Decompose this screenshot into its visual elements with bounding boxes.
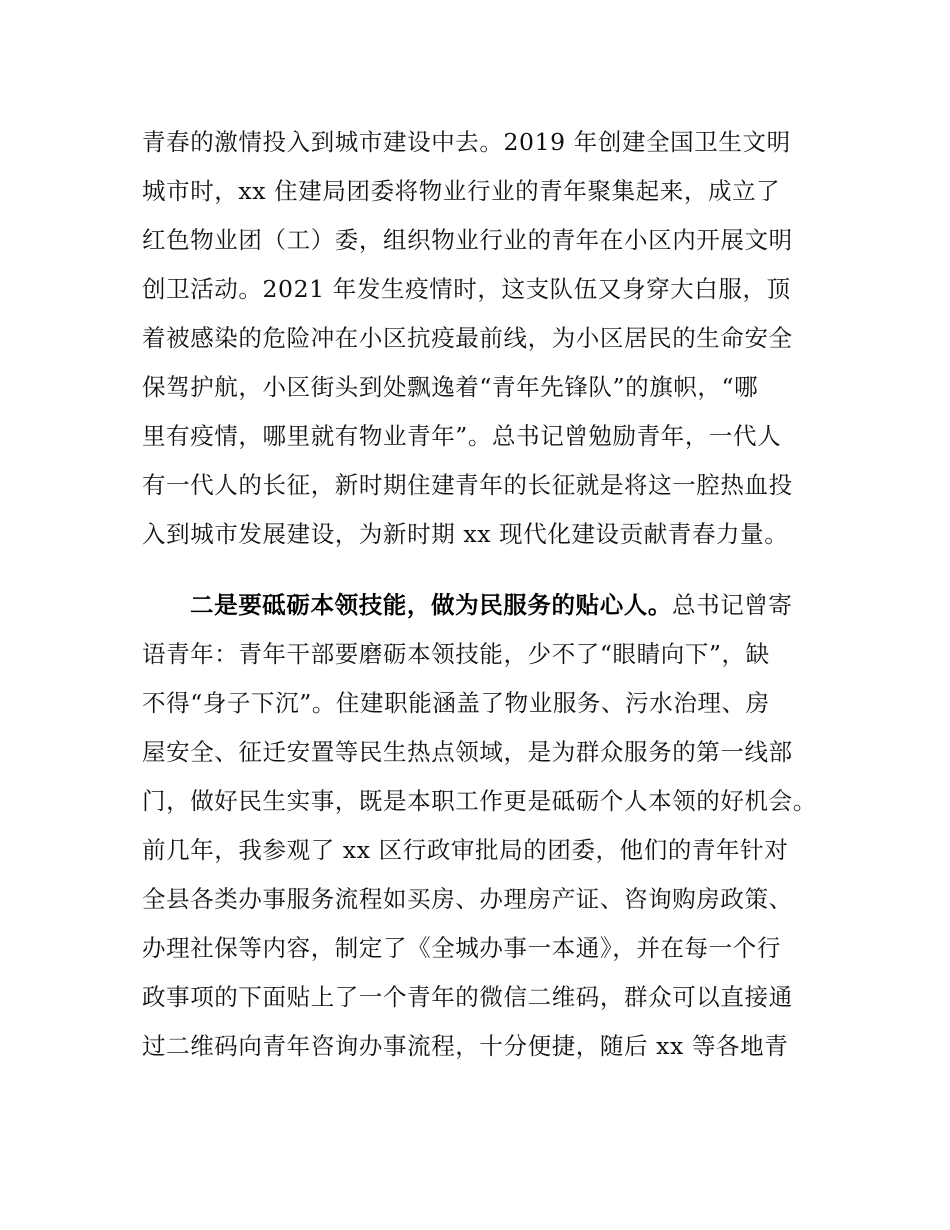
paragraph-1-line-9: 入到城市发展建设，为新时期 xx 现代化建设贡献青春力量。 bbox=[142, 520, 789, 548]
paragraph-1-line-7: 里有疫情，哪里就有物业青年”。总书记曾勉励青年，一代人 bbox=[142, 422, 782, 450]
paragraph-2-line-7: 全县各类办事服务流程如买房、办理房产证、咨询购房政策、 bbox=[142, 885, 793, 913]
paragraph-2-line-1-rest: 总书记曾寄 bbox=[672, 591, 793, 619]
paragraph-1-line-8: 有一代人的长征，新时期住建青年的长征就是将这一腔热血投 bbox=[142, 471, 793, 499]
paragraph-2-heading: 二是要砥砺本领技能，做为民服务的贴心人。 bbox=[190, 591, 672, 619]
paragraph-2-line-8: 办理社保等内容，制定了《全城办事一本通》，并在每一个行 bbox=[142, 934, 781, 962]
paragraph-2-line-9: 政事项的下面贴上了一个青年的微信二维码，群众可以直接通 bbox=[142, 983, 793, 1011]
paragraph-2-line-6: 前几年，我参观了 xx 区行政审批局的团委，他们的青年针对 bbox=[142, 836, 789, 864]
paragraph-2-line-10: 过二维码向青年咨询办事流程，十分便捷，随后 xx 等各地青 bbox=[142, 1032, 789, 1060]
paragraph-1-line-6: 保驾护航，小区街头到处飘逸着“青年先锋队”的旗帜，“哪 bbox=[142, 373, 759, 401]
paragraph-2-line-4: 屋安全、征迁安置等民生热点领域，是为群众服务的第一线部 bbox=[142, 738, 793, 766]
paragraph-1-line-2: 城市时，xx 住建局团委将物业行业的青年聚集起来，成立了 bbox=[142, 177, 781, 205]
paragraph-1-line-5: 着被感染的危险冲在小区抗疫最前线，为小区居民的生命安全 bbox=[142, 324, 793, 352]
paragraph-1-line-3: 红色物业团（工）委，组织物业行业的青年在小区内开展文明 bbox=[142, 226, 793, 254]
paragraph-1-line-1: 青春的激情投入到城市建设中去。2019 年创建全国卫生文明 bbox=[142, 128, 791, 156]
paragraph-2-line-2: 语青年：青年干部要磨砺本领技能，少不了“眼睛向下”，缺 bbox=[142, 640, 770, 668]
paragraph-2-line-3: 不得“身子下沉”。住建职能涵盖了物业服务、污水治理、房 bbox=[142, 689, 770, 717]
paragraph-2-line-1 bbox=[190, 590, 793, 620]
paragraph-2-line-5: 门，做好民生实事，既是本职工作更是砥砺个人本领的好机会。 bbox=[142, 787, 817, 815]
paragraph-1-line-4: 创卫活动。2021 年发生疫情时，这支队伍又身穿大白服，顶 bbox=[142, 275, 791, 303]
